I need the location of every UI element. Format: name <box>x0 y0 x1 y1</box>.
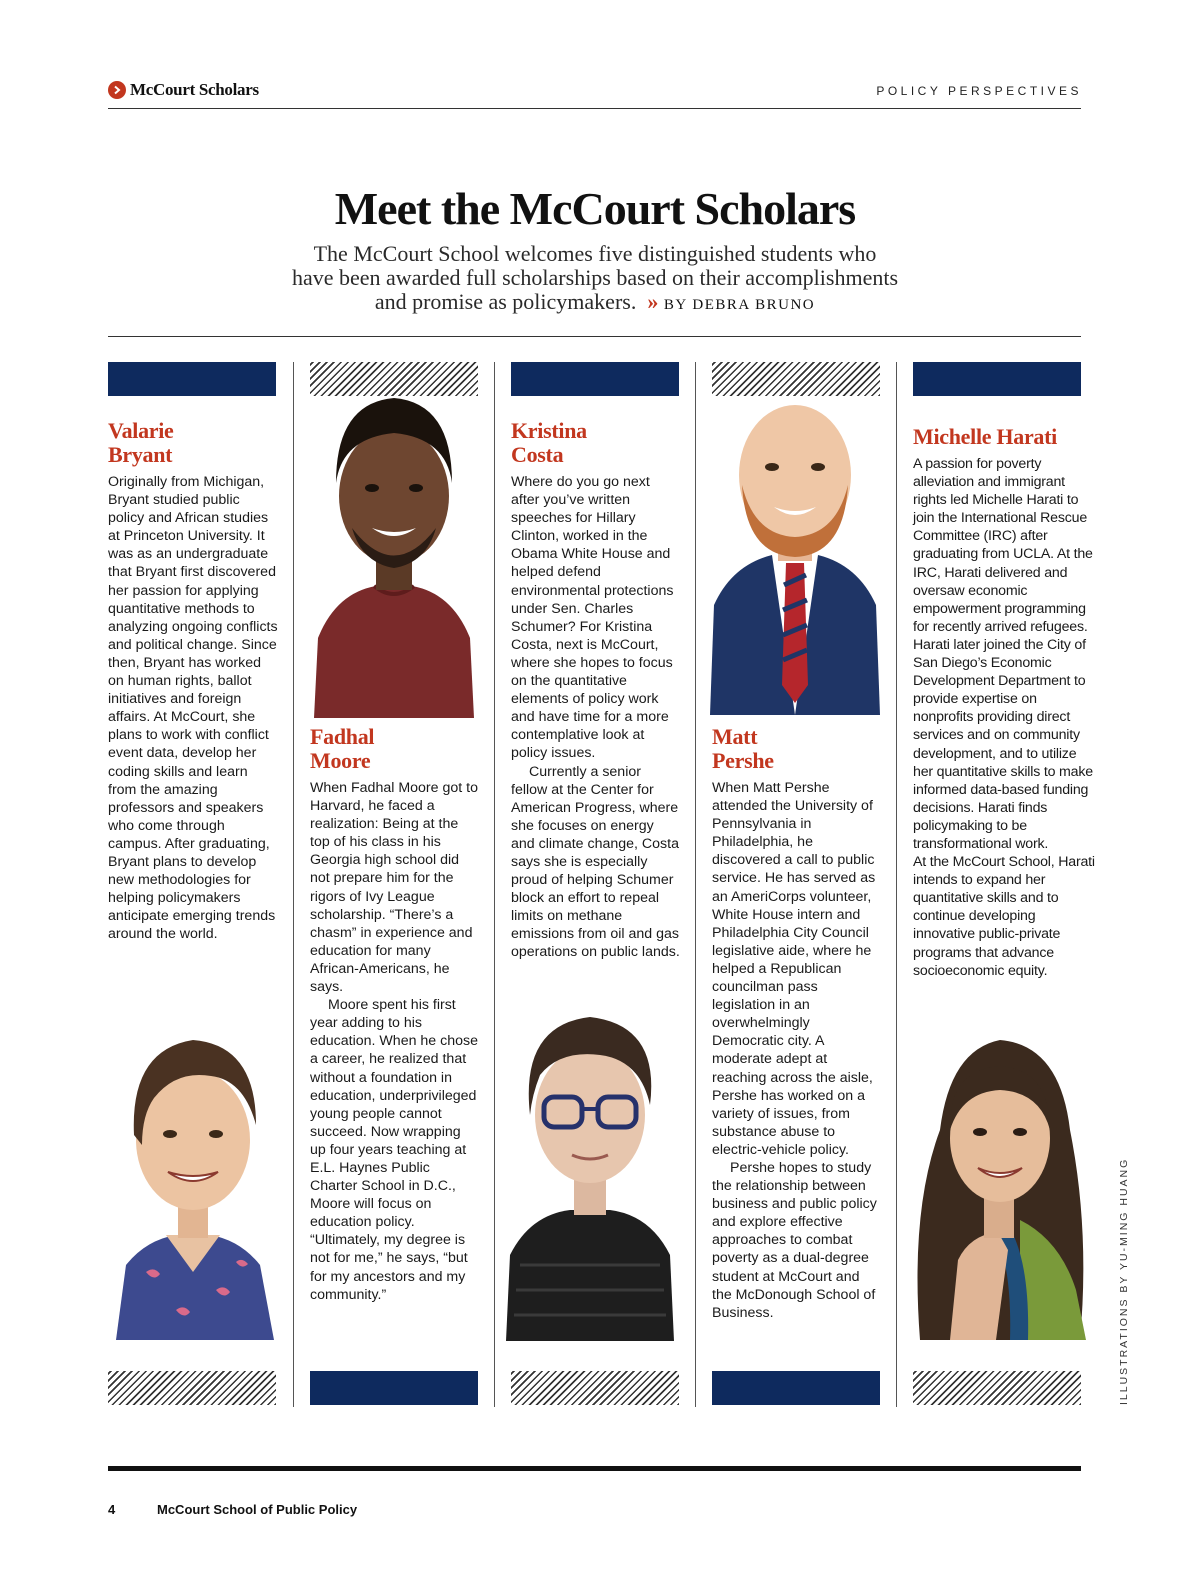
scholar-name-line: Costa <box>511 442 564 467</box>
navy-block <box>310 1371 478 1405</box>
scholar-bio <box>511 473 681 962</box>
article-dek <box>190 242 1000 317</box>
bio-paragraph: Moore spent his first year adding to his education. When he chose a career, he realized that without a foundation in education, underprivileged young people cannot succeed. Now wrapping up four years teaching at E.L. Haynes Public Charter School in D.C., Moore will focus on education policy. “Ultimately, my degree is not for me,” he says, “but for my ancestors and my community.” <box>310 997 478 1303</box>
brand-name: McCourt Scholars <box>130 80 259 99</box>
column-divider <box>293 362 294 1407</box>
bio-paragraph: Originally from Michigan, Bryant studied public policy and African studies at Princeton University. It was as an undergraduate that Bryant first discovered her passion for applying quantitative methods to analyzing ongoing conflicts and political change. Since then, Bryant has worked on human rights, ballot initiatives and foreign affairs. At McCourt, she plans to work with conflict event data, develop her coding skills and learn from the amazing professors and speakers who come through campus. After graduating, Bryant plans to develop new methodologies for helping policymakers anticipate emerging trends around the world. <box>108 474 278 943</box>
bio-paragraph: A passion for poverty alleviation and immigrant rights led Michelle Harati to join the International Rescue Committee (IRC) after graduating from UCLA. At the IRC, Harati delivered and oversaw economic empowerment programming for recently arrived refugees. Harati later joined the City of San Diego’s Economic Development Department to provide expertise on nonprofits providing direct services and on community development, and to utilize her quantitative skills to make informed data-based funding decisions. Harati finds policymaking to be transformational work. <box>913 456 1093 852</box>
column-divider <box>695 362 696 1407</box>
navy-block <box>913 362 1081 396</box>
scholar-name <box>712 725 774 773</box>
bio-paragraph: Pershe hopes to study the relationship between business and public policy and explore effective approaches to combat poverty as a dual-degree student at McCourt and the McDonough School of Business. <box>712 1159 877 1321</box>
scholar-bio <box>310 779 480 1304</box>
publication-name: McCourt School of Public Policy <box>157 1502 358 1517</box>
byline: BY DEBRA BRUNO <box>663 297 816 313</box>
bio-paragraph: Currently a senior fellow at the Center for American Progress, where she focuses on energy and climate change, Costa says she is especially proud of helping Schumer block an effort to repeal limits on methane emissions from oil and gas operations on public lands. <box>511 763 680 961</box>
byline-arrows: » <box>647 289 659 314</box>
column-divider <box>494 362 495 1407</box>
bio-paragraph: When Fadhal Moore got to Harvard, he faced a realization: Being at the top of his class in his Georgia high school did not prepare him for the rigors of Ivy League scholarship. “There’s a chasm” in experience and education for many African-Americans, he says. <box>310 780 478 996</box>
mid-divider <box>108 336 1081 337</box>
page-number: 4 <box>108 1502 116 1517</box>
page-title: Meet the McCourt Scholars <box>334 183 856 234</box>
navy-block <box>712 1371 880 1405</box>
hatch-block <box>913 1371 1081 1405</box>
portrait-illustration <box>500 1005 680 1341</box>
scholar-bio <box>913 455 1095 980</box>
bio-paragraph: At the McCourt School, Harati intends to expand her quantitative skills and to continue developing innovative public-private programs that advance socioeconomic equity. <box>913 854 1095 979</box>
footer-divider <box>108 1466 1081 1471</box>
scholar-name-line: Bryant <box>108 442 173 467</box>
scholar-name-line: Kristina <box>511 418 587 443</box>
scholar-bio <box>108 473 278 943</box>
scholar-name-line: Moore <box>310 748 371 773</box>
scholar-name <box>310 725 374 773</box>
bio-paragraph: When Matt Pershe attended the University of Pennsylvania in Philadelphia, he discovered a call to public service. He has served as an AmeriCorps volunteer, White House intern and Philadelphia City Council legislative aide, where he helped a Republican councilman pass legislation in an overwhelmingly Democratic city. A moderate adept at reaching across the aisle, Pershe has worked on a variety of issues, from substance abuse to electric-vehicle policy. <box>712 780 876 1158</box>
scholar-name-line: Fadhal <box>310 724 375 749</box>
top-divider <box>108 108 1081 109</box>
navy-block <box>108 362 276 396</box>
hatch-block <box>511 1371 679 1405</box>
scholar-bio <box>712 779 882 1322</box>
scholar-name <box>913 425 1057 449</box>
dek-line-3 <box>190 290 1000 317</box>
dek-line-3-text: and promise as policymakers. <box>374 289 637 314</box>
scholar-name-line: Pershe <box>712 748 774 773</box>
dek-line-2: have been awarded full scholarships based on their accomplishments <box>291 265 899 290</box>
bio-paragraph: Where do you go next after you’ve written speeches for Hillary Clinton, worked in the Obama White House and helped defend environmental protections under Sen. Charles Schumer? For Kristina Costa, next is McCourt, where she hopes to focus on the quantitative elements of policy work and have time for a more contemplative look at policy issues. <box>511 474 674 762</box>
illustration-credit: ILLUSTRATIONS BY YU-MING HUANG <box>1118 1157 1130 1405</box>
column-divider <box>896 362 897 1407</box>
brand-logo <box>108 80 259 100</box>
scholar-name-line: Valarie <box>108 418 174 443</box>
portrait-illustration <box>706 385 884 715</box>
scholar-name <box>511 419 587 467</box>
portrait-illustration <box>106 1010 280 1340</box>
portrait-illustration <box>306 388 482 718</box>
scholar-name-line: Michelle Harati <box>913 424 1057 449</box>
portrait-illustration <box>900 1010 1096 1340</box>
section-label: POLICY PERSPECTIVES <box>876 84 1082 98</box>
dek-line-1: The McCourt School welcomes five distinguished students who <box>313 241 877 266</box>
hatch-block <box>108 1371 276 1405</box>
scholar-name-line: Matt <box>712 724 758 749</box>
chevron-right-icon <box>108 81 126 99</box>
navy-block <box>511 362 679 396</box>
scholar-name <box>108 419 174 467</box>
